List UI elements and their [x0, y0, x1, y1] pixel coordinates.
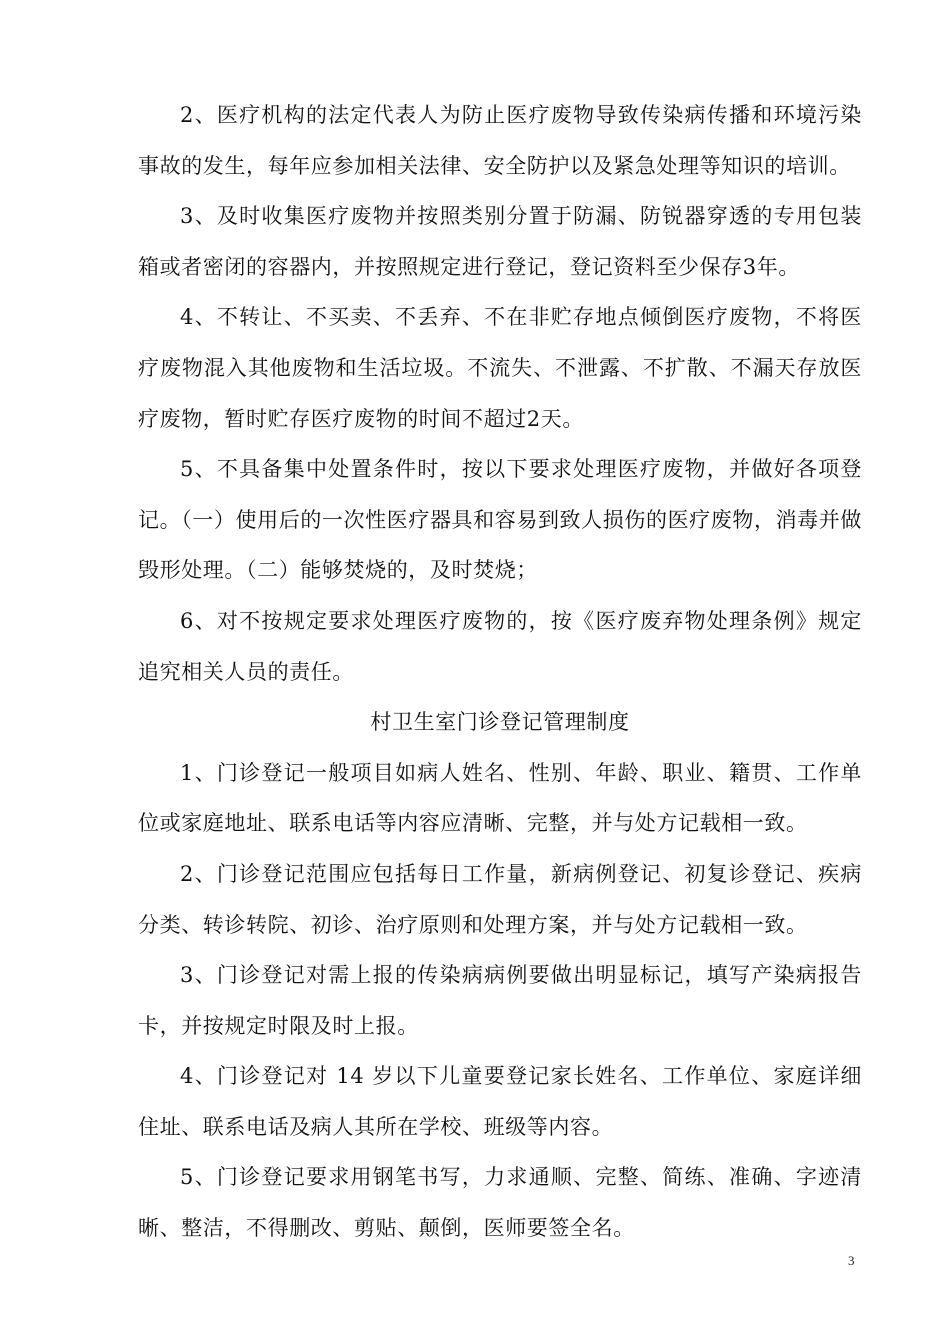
paragraph-registration-2: 2、门诊登记范围应包括每日工作量，新病例登记、初复诊登记、疾病分类、转诊转院、初诊、治疗原则和处理方案，并与处方记载相一致。 — [138, 861, 862, 937]
page-number: 3 — [848, 1253, 855, 1268]
paragraph-registration-5: 5、门诊登记要求用钢笔书写，力求通顺、完整、简练、准确、字迹清晰、整洁，不得删改、剪贴、颠倒，医师要签全名。 — [138, 1165, 862, 1241]
section-title: 村卫生室门诊登记管理制度 — [370, 710, 630, 735]
document-body — [138, 90, 862, 1254]
paragraph-registration-1: 1、门诊登记一般项目如病人姓名、性别、年龄、职业、籍贯、工作单位或家庭地址、联系电话等内容应清晰、完整，并与处方记载相一致。 — [138, 760, 862, 836]
paragraph-registration-3: 3、门诊登记对需上报的传染病病例要做出明显标记，填写产染病报告卡，并按规定时限及时上报。 — [138, 963, 862, 1038]
paragraph-medical-waste-3: 3、及时收集医疗废物并按照类别分置于防漏、防锐器穿透的专用包装箱或者密闭的容器内，并按照规定进行登记，登记资料至少保存3年。 — [138, 204, 862, 279]
paragraph-medical-waste-5: 5、不具备集中处置条件时，按以下要求处理医疗废物，并做好各项登记。（一）使用后的一次性医疗器具和容易到致人损伤的医疗废物，消毒并做毁形处理。（二）能够焚烧的，及时焚烧； — [138, 457, 862, 583]
paragraph-medical-waste-4: 4、不转让、不买卖、不丢弃、不在非贮存地点倾倒医疗废物，不将医疗废物混入其他废物和生活垃圾。不流失、不泄露、不扩散、不漏天存放医疗废物，暂时贮存医疗废物的时间不超过2天。 — [138, 305, 862, 431]
paragraph-medical-waste-2: 2、医疗机构的法定代表人为防止医疗废物导致传染病传播和环境污染事故的发生，每年应参加相关法律、安全防护以及紧急处理等知识的培训。 — [138, 103, 862, 178]
paragraph-registration-4: 4、门诊登记对 14 岁以下儿童要登记家长姓名、工作单位、家庭详细住址、联系电话及病人其所在学校、班级等内容。 — [138, 1064, 862, 1139]
paragraph-medical-waste-6: 6、对不按规定要求处理医疗废物的，按《医疗废弃物处理条例》规定追究相关人员的责任。 — [138, 608, 862, 684]
